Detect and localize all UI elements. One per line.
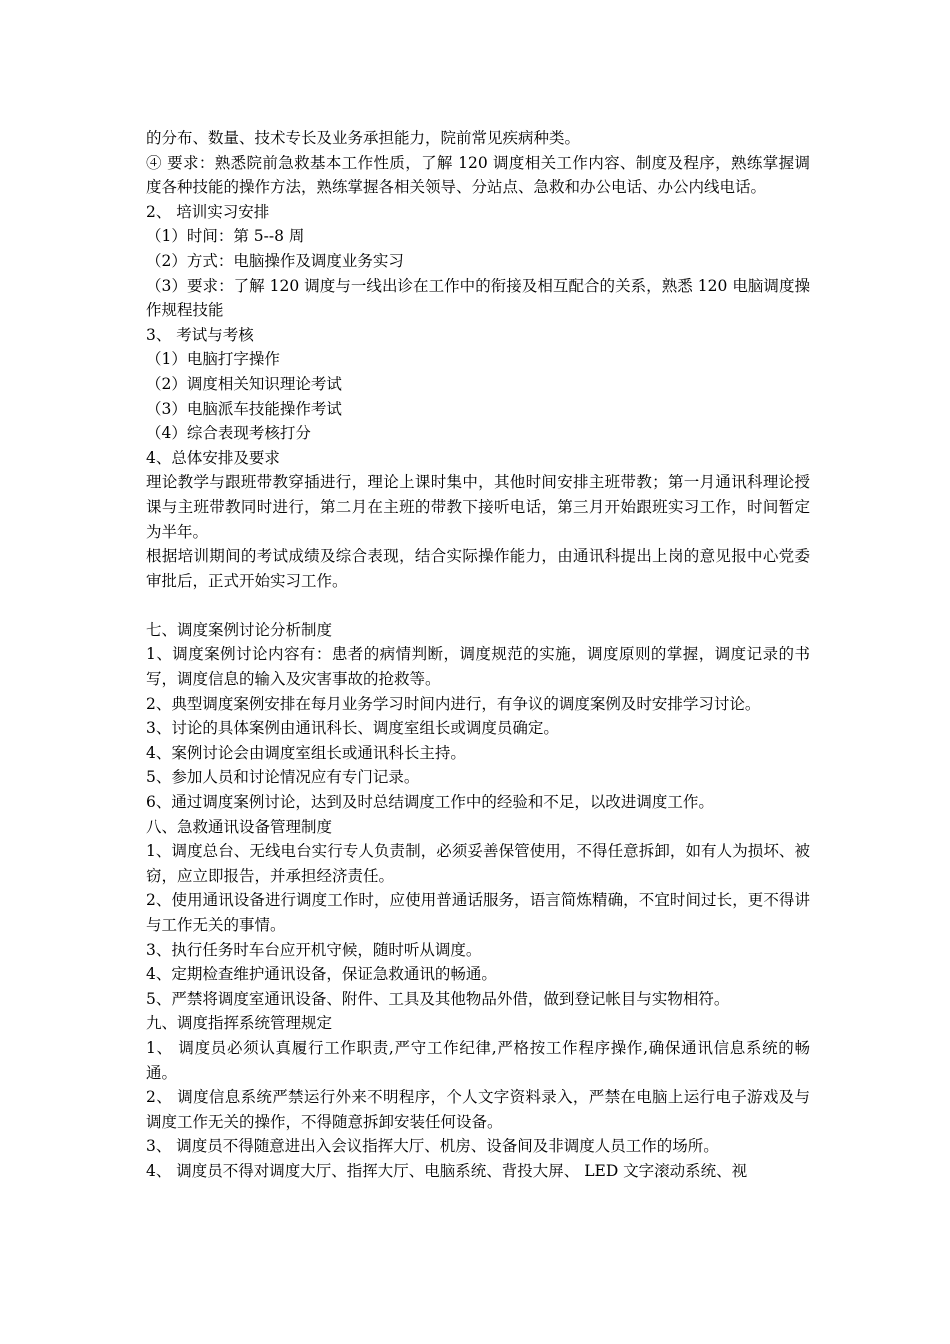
paragraph: 理论教学与跟班带教穿插进行，理论上课时集中，其他时间安排主班带教；第一月通讯科理论授课与主班带教同时进行，第二月在主班的带教下接听电话，第三月开始跟班实习工作，时间暂定为半年。 xyxy=(146,473,810,541)
list-item: 6、通过调度案例讨论，达到及时总结调度工作中的经验和不足，以改进调度工作。 xyxy=(146,793,714,812)
list-item: 4、案例讨论会由调度室组长或通讯科长主持。 xyxy=(146,743,466,762)
list-item: 1、调度总台、无线电台实行专人负责制，必须妥善保管使用，不得任意拆卸，如有人为损坏、被窃，应立即报告，并承担经济责任。 xyxy=(146,842,810,885)
list-item: 5、严禁将调度室通讯设备、附件、工具及其他物品外借，做到登记帐目与实物相符。 xyxy=(146,989,730,1008)
list-item: （3）电脑派车技能操作考试 xyxy=(146,399,342,418)
section-heading: 3、 考试与考核 xyxy=(146,325,254,344)
list-item: （3）要求：了解 120 调度与一线出诊在工作中的衔接及相互配合的关系，熟悉 120 电脑调度操作规程技能 xyxy=(146,276,810,320)
list-item: 2、 调度信息系统严禁运行外来不明程序，个人文字资料录入，严禁在电脑上运行电子游戏及与调度工作无关的操作，不得随意拆卸安装任何设备。 xyxy=(146,1088,810,1131)
chapter-heading: 八、急救通讯设备管理制度 xyxy=(146,817,333,836)
section-heading: 4、总体安排及要求 xyxy=(146,448,280,467)
list-item: 3、执行任务时车台应开机守候，随时听从调度。 xyxy=(146,940,482,959)
section-heading: 2、 培训实习安排 xyxy=(146,202,270,221)
list-item: 4、 调度员不得对调度大厅、指挥大厅、电脑系统、背投大屏、 LED 文字滚动系统、视 xyxy=(146,1161,748,1180)
list-item: （4）综合表现考核打分 xyxy=(146,424,311,443)
list-item: （1）电脑打字操作 xyxy=(146,350,280,369)
list-item: （2）调度相关知识理论考试 xyxy=(146,374,342,393)
list-item: （2）方式：电脑操作及调度业务实习 xyxy=(146,251,404,270)
list-item: 1、 调度员必须认真履行工作职责,严守工作纪律,严格按工作程序操作,确保通讯信息系统的畅通。 xyxy=(146,1038,810,1082)
paragraph: 的分布、数量、技术专长及业务承担能力，院前常见疾病种类。 xyxy=(146,129,581,147)
list-item: 2、典型调度案例安排在每月业务学习时间内进行，有争议的调度案例及时安排学习讨论。 xyxy=(146,694,761,713)
list-item: 3、讨论的具体案例由通讯科长、调度室组长或调度员确定。 xyxy=(146,719,559,738)
blank-line xyxy=(146,593,810,618)
list-item: 5、参加人员和讨论情况应有专门记录。 xyxy=(146,768,420,787)
list-item: 2、使用通讯设备进行调度工作时，应使用普通话服务，语言简炼精确，不宜时间过长，更不得讲与工作无关的事情。 xyxy=(146,891,810,934)
paragraph: 根据培训期间的考试成绩及综合表现，结合实际操作能力，由通讯科提出上岗的意见报中心党委审批后，正式开始实习工作。 xyxy=(146,547,810,590)
paragraph: ④ 要求：熟悉院前急救基本工作性质，了解 120 调度相关工作内容、制度及程序，熟练掌握调度各种技能的操作方法，熟练掌握各相关领导、分站点、急救和办公电话、办公内线电话。 xyxy=(146,153,810,197)
chapter-heading: 七、调度案例讨论分析制度 xyxy=(146,620,333,639)
list-item: 4、定期检查维护通讯设备，保证急救通讯的畅通。 xyxy=(146,965,497,984)
list-item: 1、调度案例讨论内容有：患者的病情判断，调度规范的实施，调度原则的掌握，调度记录的书写，调度信息的输入及灾害事故的抢救等。 xyxy=(146,645,810,689)
chapter-heading: 九、调度指挥系统管理规定 xyxy=(146,1014,333,1033)
list-item: （1）时间：第 5--8 周 xyxy=(146,227,305,246)
list-item: 3、 调度员不得随意进出入会议指挥大厅、机房、设备间及非调度人员工作的场所。 xyxy=(146,1137,719,1156)
